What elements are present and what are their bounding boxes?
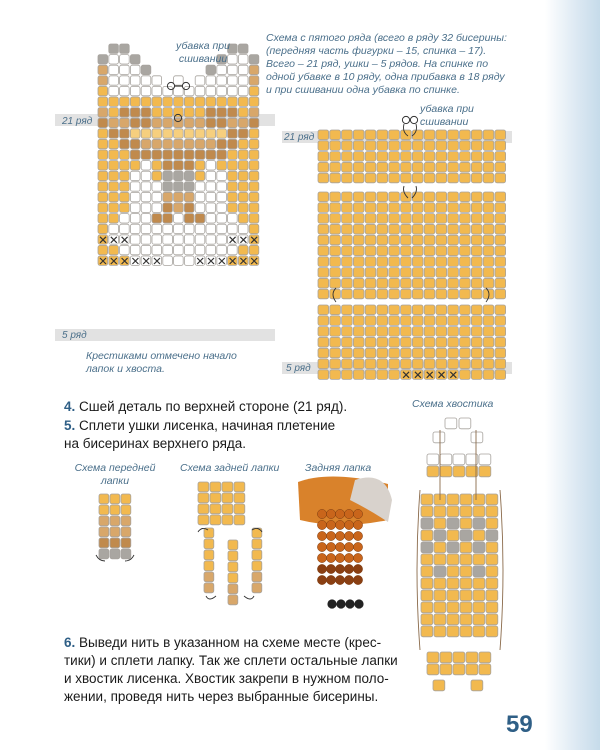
step-6-text-1: Выведи нить в указанном на схеме месте (крес- xyxy=(75,635,382,650)
step-6-number: 6. xyxy=(64,635,76,650)
step-5-number: 5. xyxy=(64,418,76,433)
crosses-note: Крестиками отмечено начало лапок и хвоста. xyxy=(86,350,237,375)
row-5-label-left: 5 ряд xyxy=(62,330,87,341)
step-5-line-2: на бисеринах верхнего ряда. xyxy=(64,436,247,451)
step-4 xyxy=(64,398,347,416)
row-21-label-left: 21 ряд xyxy=(62,116,93,127)
step-6-line-1 xyxy=(64,634,381,652)
step-5-text-1: Сплети ушки лисенка, начиная плетение xyxy=(75,418,336,433)
step-4-number: 4. xyxy=(64,399,76,414)
ubavka-label-right: убавка при сшивании xyxy=(420,103,474,128)
fox-body-scheme xyxy=(282,116,512,379)
back-paw-title: Схема задней лапки xyxy=(180,462,280,474)
back-paw-photo-title: Задняя лапка xyxy=(305,462,372,474)
fox-front-scheme xyxy=(55,44,275,341)
step-4-text: Сшей деталь по верхней стороне (21 ряд). xyxy=(75,399,348,414)
scheme-description-note: Схема с пятого ряда (всего в ряду 32 бисерины: (передняя часть фигурки – 15, спинка – 17). Всего – 21 ряд, ушки – 5 рядов. На спинке по одной убавке в 10 ряду, одна прибавка в 18 ряду и при сшивании одна убавка по спинке. xyxy=(266,32,507,96)
page-number: 59 xyxy=(506,711,533,738)
ubavka-label-left: убавка при сшивании xyxy=(176,40,230,65)
back-paw-photo xyxy=(296,476,392,618)
front-paw-title: Схема передней лапки xyxy=(74,462,156,487)
row-21-label-right: 21 ряд xyxy=(284,132,315,143)
row-5-label-right: 5 ряд xyxy=(286,363,311,374)
step-6-line-2: тики) и сплети лапку. Так же сплети остальные лапки xyxy=(64,653,398,668)
step-6-line-3: и хвостик лисенка. Хвостик закрепи в нужном поло- xyxy=(64,671,389,686)
front-paw-scheme xyxy=(96,494,134,561)
tail-scheme xyxy=(417,418,503,691)
tail-scheme-title: Схема хвостика xyxy=(412,398,494,410)
back-paw-scheme xyxy=(198,482,262,605)
step-5-line-1 xyxy=(64,417,335,435)
step-6-line-4: жении, проведя нить через выбранные бисерины. xyxy=(64,689,379,704)
